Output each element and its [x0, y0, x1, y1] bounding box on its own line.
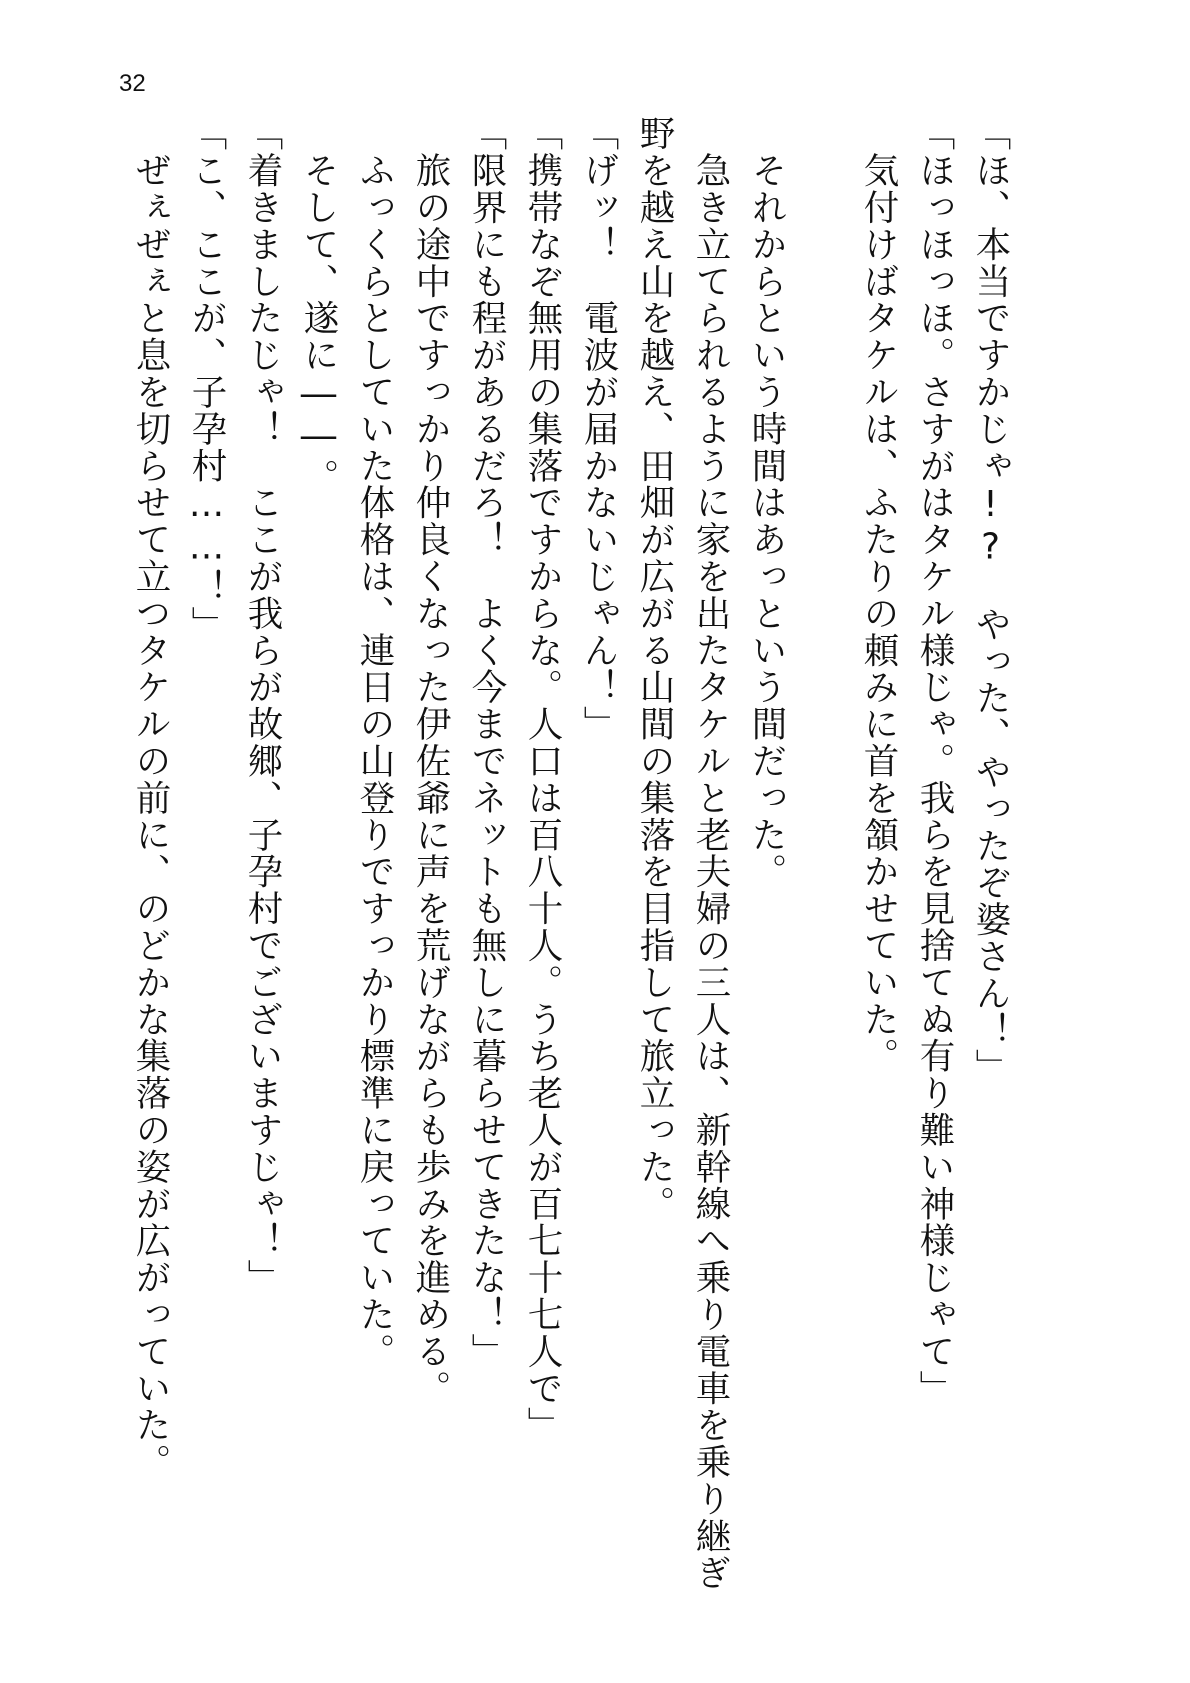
text-line: 「げッ！ 電波が届かないじゃん！」: [578, 115, 619, 743]
text-line: そして、遂に――。: [298, 115, 339, 495]
text-line: 「着きましたじゃ！ ここが我らが故郷、子孕村でございますじゃ！」: [242, 115, 283, 1296]
blank-line: [800, 115, 844, 1655]
text-line: 旅の途中ですっかり仲良くなった伊佐爺に声を荒げながらも歩みを進める。: [410, 115, 451, 1407]
text-line: 「こ、ここが、子孕村……！」: [186, 115, 227, 643]
text-line: それからという時間はあっという間だった。: [746, 115, 787, 890]
text-line: 急き立てられるように家を出たタケルと老夫婦の三人は、新幹線へ乗り電車を乗り継ぎ: [690, 115, 731, 1591]
text-line: 「ほっほっほ。さすがはタケル様じゃ。我らを見捨てぬ有り難い神様じゃて」: [914, 115, 955, 1407]
text-line: 「限界にも程があるだろ！ よく今までネットも無しに暮らせてきたな！」: [466, 115, 507, 1370]
page-number: 32: [119, 70, 146, 97]
text-line: 野を越え山を越え、田畑が広がる山間の集落を目指して旅立った。: [634, 115, 675, 1222]
text-line: 「携帯なぞ無用の集落ですからな。人口は百八十人。うち老人が百七十七人で」: [522, 115, 563, 1444]
text-line: ぜぇぜぇと息を切らせて立つタケルの前に、のどかな集落の姿が広がっていた。: [130, 115, 171, 1481]
text-line: ふっくらとしていた体格は、連日の山登りですっかり標準に戻っていた。: [354, 115, 395, 1370]
text-line: 気付けばタケルは、ふたりの頼みに首を頷かせていた。: [858, 115, 899, 1075]
text-line: 「ほ、本当ですかじゃ!? やった、やったぞ婆さん！」: [970, 115, 1011, 1086]
